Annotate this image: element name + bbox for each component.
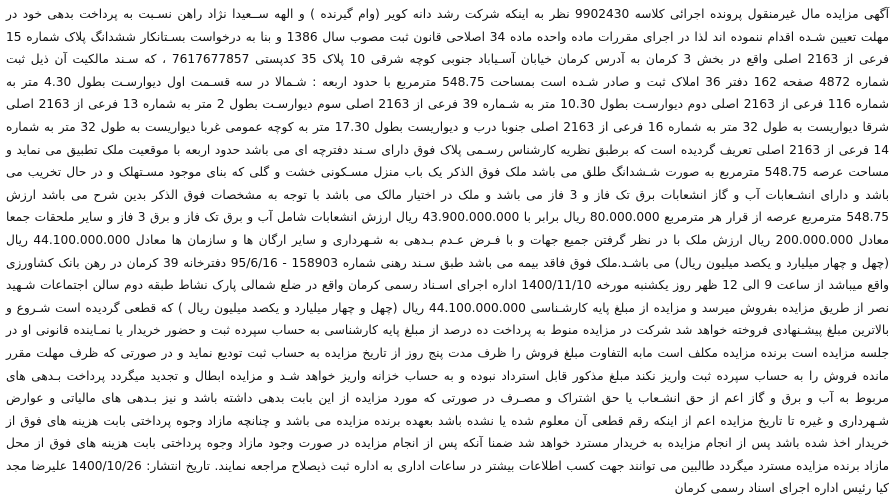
notice-body-text: آگهی مزایده مال غیرمنقول پرونده اجرائی کلاسه 9902430 نظر به اینکه شرکت رشد دانه کویر (وام گیرنده ) و الهه ســعیدا نژاد راهن نسـبت به پرداخت بدهی خود در مهلت تعیین شـده اقدام ننموده اند لذا در اجرای مقررات ماده واحده ماده 34 اصلاحی قانون ثبت مصوب سال 1386 و بنا به درخواست بسـتانکار ششدانگ پلاک شماره 15 فرعی از 2163 اصلی واقع در بخش 3 کرمان به آدرس کرمان خیابان آسـیاباد جنوبی کوچه شرقی 10 پلاک 35 کدپستی 7617677857 ، که سـند مالکیت آن ذیل ثبت شماره 4872 صفحه 162 دفتر 36 املاک ثبت و صادر شـده است بمساحت 548.75 مترمربع با حدود اربعه : شـمالا در سه قسـمت اول دیوارسـت بطول 4.30 متر به شماره 116 فرعی از 2163 اصلی دوم دیوارسـت بطول 10.30 متر به شـماره 39 فرعی از 2163 اصلی سوم دیوارسـت بطول 2 متر به شماره 13 فرعی از 2163 اصلی شرقا دیواریست به طول 32 متر به شماره 16 فرعی از 2163 اصلی جنوبا درب و دیواریست بطول 17.30 متر به کوچه عمومی غربا دیواریست به طول 32 متر به شماره 14 فرعی از 2163 اصلی تعریف گردیده است که برطبق نظریه کارشناس رسـمی پلاک فوق دارای سـند دفترچه ای می باشد حدود اربعه با موقعیت ملک تطبیق می نماید و مساحت عرصه 548.75 مترمربع به صورت شـشدانگ طلق می باشد ملک فوق الذکر یک باب منزل مسـکونی خشت و گلی که بنای موجود مسـتهلک و در حال تخریب می باشد و دارای انشـعابات آب و گاز انشعابات برق تک فاز و 3 فاز می باشد و ملک در اختیار مالک می باشد با توجه به مشخصات فوق الذکر بدین شرح می باشد ارزش 548.75 مترمربع عرصه از قرار هر مترمربع 80.000.000 ریال برابر با 43.900.000.000 ریال ارزش انشعابات شامل آب و برق تک فاز و برق 3 فاز و سایر ملحقات جمعا معادل 200.000.000 ریال ارزش ملک با در نظر گرفتن جمیع جهات و با فـرض عـدم بـدهی به شـهرداری و سایر ارگان ها و سازمان ها معادل 44.100.000.000 ریال (چهل و چهار میلیارد و یکصد میلیون ریال) می باشـد.ملک فوق فاقد بیمه می باشد طبق سـند رهنی شماره 158903 - 95/6/16 دفترخانه 39 کرمان در رهن بانک کشاورزی واقع میباشد از ساعت 9 الی 12 ظهر روز یکشنبه مورخه 1400/11/10 اداره اجرای اسـناد رسمی کرمان واقع در ضلع شمالی پارک نشاط طبقه دوم سالن اجتماعات شـهید نصر از طریق مزایده بفروش میرسد و مزایده از مبلغ پایه کارشـناسی 44.100.000.000 ریال (چهل و چهار میلیارد و یکصد میلیون ریال ) که قطعی گردیده است شـروع و بالاترین مبلغ پیشـنهادی فروخته خواهد شد شرکت در مزایده منوط به پرداخت ده درصد از مبلغ پایه کارشناسی به حساب سپرده ثبت و حضور خریدار یا نمـاینده قانونی او در جلسه مزایده است برنده مزایده مکلف است مابه التفاوت مبلغ فروش را ظرف مدت پنج روز از تاریخ مزایده به حساب ثبت تودیع نماید و در صورتی که ظرف مهلت مقرر مانده فروش را به حساب سپرده ثبت واریز نکند مبلغ مذکور قابل استرداد نبوده و به حساب خزانه واریز خواهد شـد و مزایده ابطال و تجدید میگردد پرداخت بـدهی های مربوط به آب و برق و گاز اعم از حق انشـعاب یا حق اشتراک و مصـرف در صورتی که مورد مزایده از این بابت بدهی داشته باشد و نیز بـدهی های مالیاتی و عوارض شـهرداری و غیره تا تاریخ مزایده اعم از اینکه رقم قطعی آن معلوم شده یا نشده باشد بعهده برنده مزایده می باشد و چنانچه مازاد وجوه پرداختی بابت هزینه های فوق از خریدار اخذ شده باشد پس از انجام مزایده به خریدار مسترد خواهد شد ضمنا آنکه پس از انجام مزایده در صورت وجود مازاد وجوه پرداختی بابت هزینه های فوق از محل مازاد برنده مزایده مسترد میگردد طالبین می توانند جهت کسب اطلاعات بیشتر در ساعات اداری به اداره ثبت ذیصلاح مراجعه نمایند. تاریخ انتشار: 1400/10/26 علیرضا مجد کیا رئیس اداره اجرای اسناد رسمی کرمان: [6, 7, 890, 496]
